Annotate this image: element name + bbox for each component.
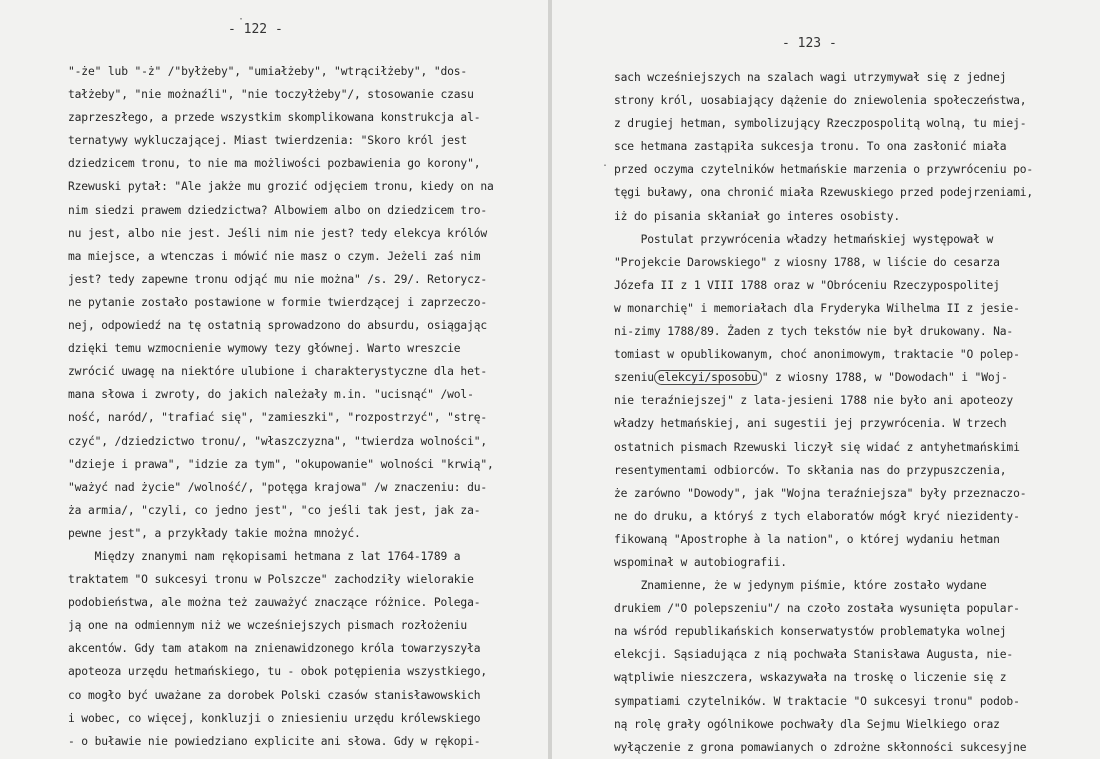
text-line: czyć", /dziedzictwo tronu/, "właszczyzna", "twierdza wolności", (68, 434, 488, 448)
text-line: ne do druku, a któryś z tych elaboratów mógł kryć niezidenty- (614, 509, 1020, 523)
text-line: wyłączenie z grona pomawianych o zdrożne skłonności sukcesyjne (614, 740, 1027, 754)
text-line: apoteoza urzędu hetmańskiego, tu - obok potępienia wszystkiego, (68, 665, 488, 679)
text-line: sach wcześniejszych na szalach wagi utrzymywał się z jednej (614, 71, 1007, 84)
text-line: jest? tedy zapewne tronu odjąć mu nie można" /s. 29/. Retorycz- (68, 272, 488, 286)
text-line: na wśród republikańskich konserwatystów problematyka wolnej (614, 625, 1007, 639)
text-line: z drugiej hetman, symbolizujący Rzeczpospolitą wolną, tu miej- (614, 117, 1027, 131)
text-line: ją one na odmiennym niż we wcześniejszych pismach rozłożeniu (68, 619, 468, 633)
left-page-text (68, 60, 494, 753)
text-line: elekcji. Sąsiadująca z nią pochwała Stanisława Augusta, nie- (614, 648, 1014, 662)
text-line: "ważyć nad życie" /wolność/, "potęga krajowa" /w znaczeniu: du- (68, 480, 488, 494)
text-line: strony król, uosabiający dążenie do zniewolenia społeczeństwa, (614, 94, 1027, 108)
text-line: akcentów. Gdy tam atakom na znienawidzonego króla towarzyszyła (68, 642, 481, 656)
text-line: ostatnich pismach Rzewuski liczył się widać z antyhetmańskimi (614, 440, 1020, 454)
text-line: że zarówno "Dowody", jak "Wojna teraźniejsza" były przeznaczo- (614, 486, 1027, 500)
text-line: podobieństwa, ale można też zauważyć znaczące różnice. Polega- (68, 596, 481, 610)
text-line: Rzewuski pytał: "Ale jakże mu grozić odjęciem tronu, kiedy on na (68, 180, 494, 194)
text-line: "Projekcie Darowskiego" z wiosny 1788, w liście do cesarza (614, 255, 1000, 269)
text-line: władzy hetmańskiej, ani sugestii jej przywrócenia. W trzech (614, 417, 1007, 431)
right-page (552, 0, 1100, 759)
ink-dot: · (238, 14, 245, 25)
text-line: drukiem /"O polepszeniu"/ na czoło została wysunięta popular- (614, 602, 1020, 616)
text-line: mana słowa i zwroty, do jakich należały m.in. "ucisnąć" /wol- (68, 388, 474, 402)
ink-dot: . (602, 158, 609, 169)
text-line: szeniu elekcyi/sposobu " z wiosny 1788, w "Dowodach" i "Woj- (614, 371, 1008, 385)
text-line: "dzieje i prawa", "idzie za tym", "okupowanie" wolności "krwią", (68, 457, 494, 471)
text-line: pewne jest", a przykłady takie można mnożyć. (68, 526, 361, 540)
text-line: Postulat przywrócenia władzy hetmańskiej występował w (614, 232, 994, 246)
text-line: przed oczyma czytelników hetmańskie marzenia o przywróceniu po- (614, 163, 1034, 177)
text-line: iż do pisania skłaniał go interes osobisty. (614, 209, 901, 223)
text-line: dzięki temu wzmocnienie wymowy tezy głównej. Warto wreszcie (68, 342, 461, 356)
left-page (0, 0, 548, 759)
page-number-left: - 122 - (228, 22, 283, 37)
text-line: traktatem "O sukcesyi tronu w Polszcze" zachodziły wielorakie (68, 573, 474, 587)
text-line: nu jest, albo nie jest. Jeśli nim nie jest? tedy elekcya królów (68, 226, 488, 240)
text-line: ne pytanie zostało postawione w formie twierdzącej i zaprzeczo- (68, 295, 488, 309)
text-line: ni-zimy 1788/89. Żaden z tych tekstów nie był drukowany. Na- (614, 325, 1014, 339)
text-line: nim siedzi prawem dziedzictwa? Albowiem albo on dziedzicem tro- (68, 203, 488, 217)
text-line: i wobec, co więcej, konkluzji o zniesieniu urzędu królewskiego (68, 711, 481, 725)
text-line: ża armia/, "czyli, co jedno jest", "co jeśli tak jest, jak za- (68, 503, 481, 517)
text-line: co mogło być uważane za dorobek Polski czasów stanisławowskich (68, 688, 481, 702)
text-line: ternatywy wykluczającej. Miast twierdzenia: "Skoro król jest (68, 134, 468, 148)
text-line: fikowaną "Apostrophe à la nation", o której wydaniu hetman (614, 532, 1000, 546)
page-number-right: - 123 - (782, 36, 837, 51)
text-line: - o buławie nie powiedziano explicite ani słowa. Gdy w rękopi- (68, 734, 481, 748)
text-line: ną rolę grały ogólnikowe pochwały dla Sejmu Wielkiego oraz (614, 717, 1000, 731)
text-line: dziedzicem tronu, to nie ma możliwości pozbawienia go korony", (68, 157, 481, 171)
text-line: nie teraźniejszej" z lata-jesieni 1788 nie było ani apoteozy (614, 394, 1014, 408)
text-line: "-że" lub "-ż" /"byłżeby", "umiałżeby", "wtrąciłżeby", "dos- (68, 65, 468, 78)
text-line: tęgi buławy, ona chronić miała Rzewuskiego przed podejrzeniami, (614, 186, 1034, 200)
text-line: wspominał w autobiografii. (614, 555, 787, 569)
text-line: wątpliwie nieszczera, wskazywała na troskę o liczenie się z (614, 671, 1007, 685)
text-line: zaprzeszłego, a przede wszystkim skomplikowana konstrukcja al- (68, 111, 481, 125)
text-line: Między znanymi nam rękopisami hetmana z lat 1764-1789 a (68, 549, 461, 563)
text-line: resentymentami odbiorców. To skłania nas do przypuszczenia, (614, 463, 1007, 477)
text-line: zwrócić uwagę na niektóre ulubione i charakterystyczne dla het- (68, 365, 488, 379)
circled-annotation: elekcyi/sposobu (654, 370, 762, 385)
text-line: tomiast w opublikowanym, choć anonimowym, traktacie "O polep- (614, 348, 1020, 362)
text-line: Józefa II z 1 VIII 1788 oraz w "Obróceniu Rzeczypospolitej (614, 278, 1000, 292)
right-page-text (614, 66, 1033, 759)
text-line: ność, naród/, "trafiać się", "zamieszki", "rozpostrzyć", "strę- (68, 411, 488, 425)
text-line: tałżeby", "nie możnaźli", "nie toczyłżeby"/, stosowanie czasu (68, 88, 474, 102)
text-line: w monarchię" i memoriałach dla Fryderyka Wilhelma II z jesie- (614, 301, 1020, 315)
text-line: sce hetmana zastąpiła sukcesja tronu. To ona zasłonić miała (614, 140, 1007, 154)
text-line: Znamienne, że w jedynym piśmie, które zostało wydane (614, 579, 987, 593)
text-line: nej, odpowiedź na tę ostatnią sprowadzono do absurdu, osiągając (68, 319, 488, 333)
text-line: ma miejsce, a wtenczas i mówić nie masz o czym. Jeżeli zaś nim (68, 249, 481, 263)
text-line: sympatiami czytelników. W traktacie "O sukcesyi tronu" podob- (614, 694, 1020, 708)
